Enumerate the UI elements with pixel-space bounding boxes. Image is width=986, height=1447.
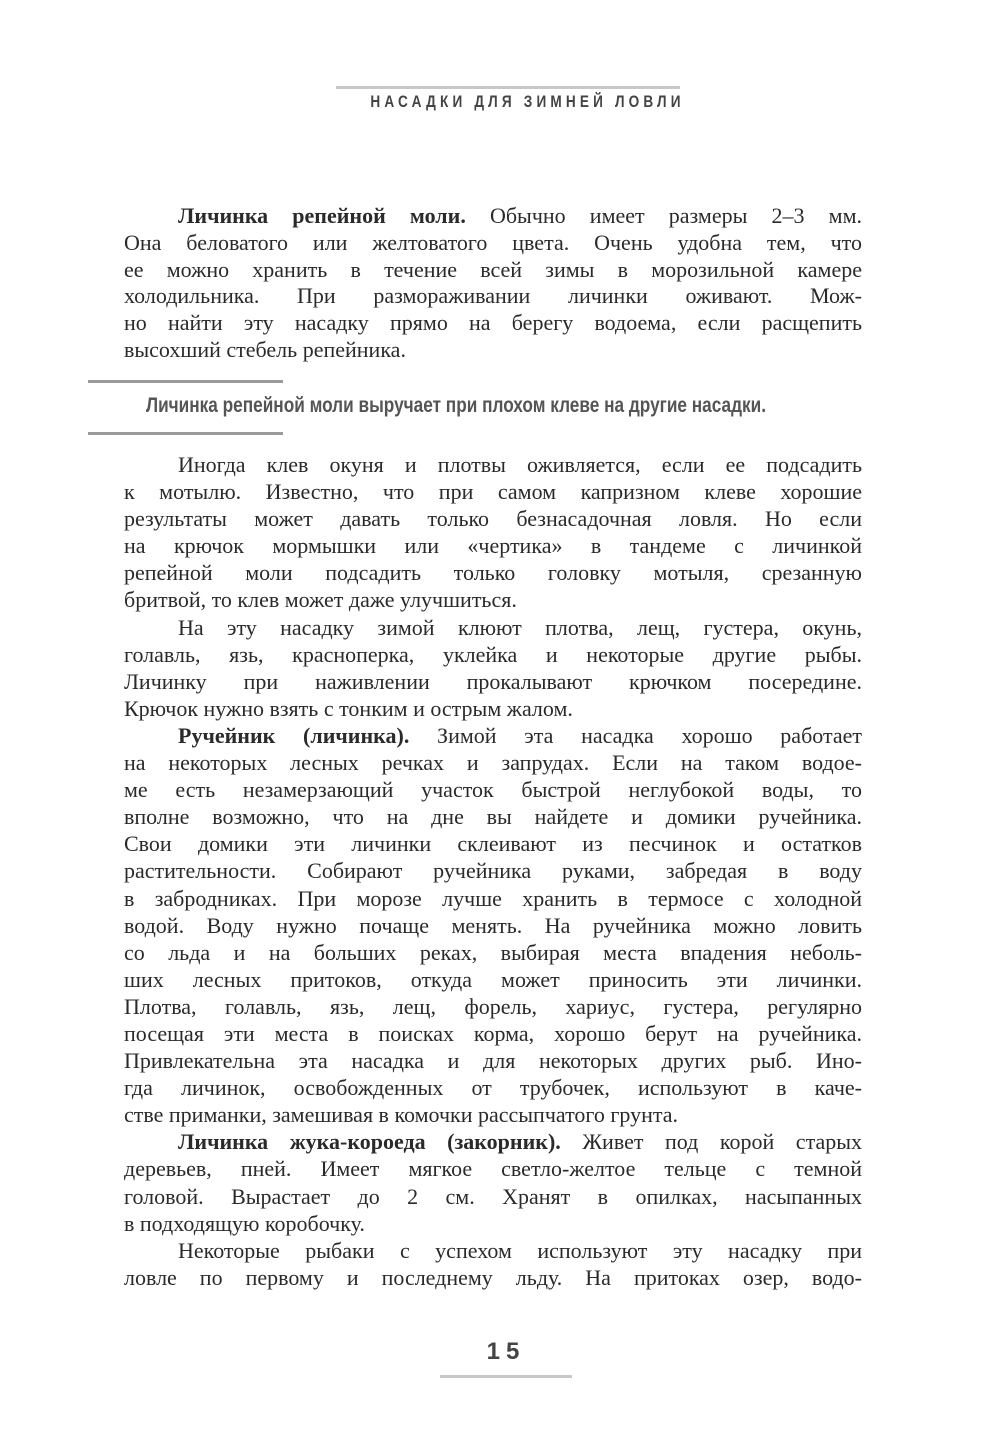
paragraph-line <box>124 230 862 257</box>
line-text: Зимой эта насадка хорошо работает <box>409 722 863 748</box>
line-text: Иногда клев окуня и плотвы оживляется, если ее подсадить <box>178 452 862 477</box>
paragraph-line <box>124 966 862 993</box>
line-text: к мотылю. Известно, что при самом капризном клеве хорошие <box>124 479 862 505</box>
paragraph-line <box>124 532 862 559</box>
line-text: ловле по первому и последнему льду. На притоках озер, водо- <box>124 1264 862 1290</box>
paragraph-lead: Личинка репейной моли. <box>178 203 466 228</box>
page-number: 15 <box>486 1338 526 1365</box>
paragraph-line <box>124 614 862 641</box>
paragraph-line <box>124 283 862 310</box>
paragraph-line <box>124 559 862 586</box>
paragraph-line <box>124 586 862 613</box>
line-text: результаты может давать только безнасадочная ловля. Но если <box>124 506 862 532</box>
paragraph-line <box>124 337 862 364</box>
line-text: растительности. Собирают ручейника руками, забредая в воду <box>124 858 862 884</box>
line-text: но найти эту насадку прямо на берегу водоема, если расщепить <box>124 310 862 336</box>
line-text: репейной моли подсадить только головку мотыля, срезанную <box>124 560 862 586</box>
callout-text: Личинка репейной моли выручает при плохом клеве на другие насадки. <box>146 394 767 417</box>
paragraph-line <box>124 1210 862 1237</box>
line-text: деревьев, пней. Имеет мягкое светло-желтое тельце с темной <box>124 1156 862 1182</box>
line-text: со льда и на больших реках, выбирая места впадения неболь- <box>124 939 862 965</box>
line-text: холодильника. При размораживании личинки оживают. Мож- <box>124 283 862 309</box>
paragraph-line <box>124 857 862 884</box>
line-text: Живет под корой старых <box>560 1129 862 1155</box>
line-text: ее можно хранить в течение всей зимы в морозильной камере <box>124 256 862 282</box>
body-text <box>124 451 862 1291</box>
callout-rule-top <box>88 380 283 383</box>
paragraph-line <box>124 885 862 912</box>
header-rule <box>336 86 680 89</box>
line-text: Привлекательна эта насадка и для некоторых других рыб. Ино- <box>124 1048 862 1074</box>
line-text: в забродниках. При морозе лучше хранить в термосе с холодной <box>124 885 862 911</box>
line-text: гда личинок, освобожденных от трубочек, используют в каче- <box>124 1075 862 1101</box>
paragraph-line <box>124 478 862 505</box>
paragraph-line <box>124 203 862 230</box>
line-text: высохший стебель репейника. <box>124 336 406 362</box>
paragraph-line <box>124 776 862 803</box>
footer-rule <box>440 1375 572 1378</box>
paragraph-line <box>124 695 862 722</box>
paragraph-line <box>124 749 862 776</box>
paragraph-line <box>124 803 862 830</box>
callout-rule-bottom <box>88 432 283 435</box>
paragraph-line <box>124 1074 862 1101</box>
paragraph-line <box>124 451 862 478</box>
line-text: Она беловатого или желтоватого цвета. Очень удобна тем, что <box>124 229 862 255</box>
paragraph-line <box>124 668 862 695</box>
line-text: посещая эти места в поисках корма, хорошо берут на ручейника. <box>124 1020 862 1046</box>
line-text: на некоторых лесных речках и запрудах. Если на таком водое- <box>124 750 862 776</box>
paragraph-line <box>124 1155 862 1182</box>
paragraph-line <box>124 1264 862 1291</box>
line-text: Плотва, голавль, язь, лещ, форель, хариус, густера, регулярно <box>124 993 862 1019</box>
paragraph-line <box>124 1101 862 1128</box>
line-text: вполне возможно, что на дне вы найдете и домики ручейника. <box>124 804 862 830</box>
paragraph-lead: Личинка жука-короеда (закорник). <box>178 1129 561 1155</box>
line-text: Некоторые рыбаки с успехом используют эту насадку при <box>178 1237 862 1263</box>
line-text: Крючок нужно взять с тонким и острым жалом. <box>124 695 573 721</box>
line-text: бритвой, то клев может даже улучшиться. <box>124 587 517 613</box>
line-text: водой. Воду нужно почаще менять. На ручейника можно ловить <box>124 912 862 938</box>
paragraph-line <box>124 1128 862 1155</box>
paragraph-line <box>124 1047 862 1074</box>
line-text: ме есть незамерзающий участок быстрой неглубокой воды, то <box>124 777 862 803</box>
paragraph-line <box>124 1020 862 1047</box>
intro-text <box>124 203 862 364</box>
line-text: головой. Вырастает до 2 см. Хранят в опилках, насыпанных <box>124 1183 862 1209</box>
line-text: Личинку при наживлении прокалывают крючком посередине. <box>124 668 862 694</box>
line-text: Обычно имеет размеры 2–3 мм. <box>465 203 863 228</box>
paragraph-lead: Ручейник (личинка). <box>178 722 410 748</box>
line-text: в подходящую коробочку. <box>124 1210 365 1236</box>
paragraph-line <box>124 912 862 939</box>
paragraph-line <box>124 1237 862 1264</box>
running-title: НАСАДКИ ДЛЯ ЗИМНЕЙ ЛОВЛИ <box>370 92 685 111</box>
line-text: голавль, язь, красноперка, уклейка и некоторые другие рыбы. <box>124 641 862 667</box>
paragraph-line <box>124 257 862 284</box>
paragraph-line <box>124 939 862 966</box>
paragraph-line <box>124 993 862 1020</box>
line-text: на крючок мормышки или «чертика» в тандеме с личинкой <box>124 533 862 559</box>
paragraph-line <box>124 830 862 857</box>
paragraph-line <box>124 1183 862 1210</box>
line-text: стве приманки, замешивая в комочки рассыпчатого грунта. <box>124 1102 679 1128</box>
line-text: На эту насадку зимой клюют плотва, лещ, густера, окунь, <box>178 614 862 640</box>
line-text: ших лесных притоков, откуда может приносить эти личинки. <box>124 966 862 992</box>
paragraph-line <box>124 505 862 532</box>
paragraph-line <box>124 310 862 337</box>
line-text: Свои домики эти личинки склеивают из песчинок и остатков <box>124 831 862 857</box>
paragraph-line <box>124 641 862 668</box>
paragraph-line <box>124 722 862 749</box>
